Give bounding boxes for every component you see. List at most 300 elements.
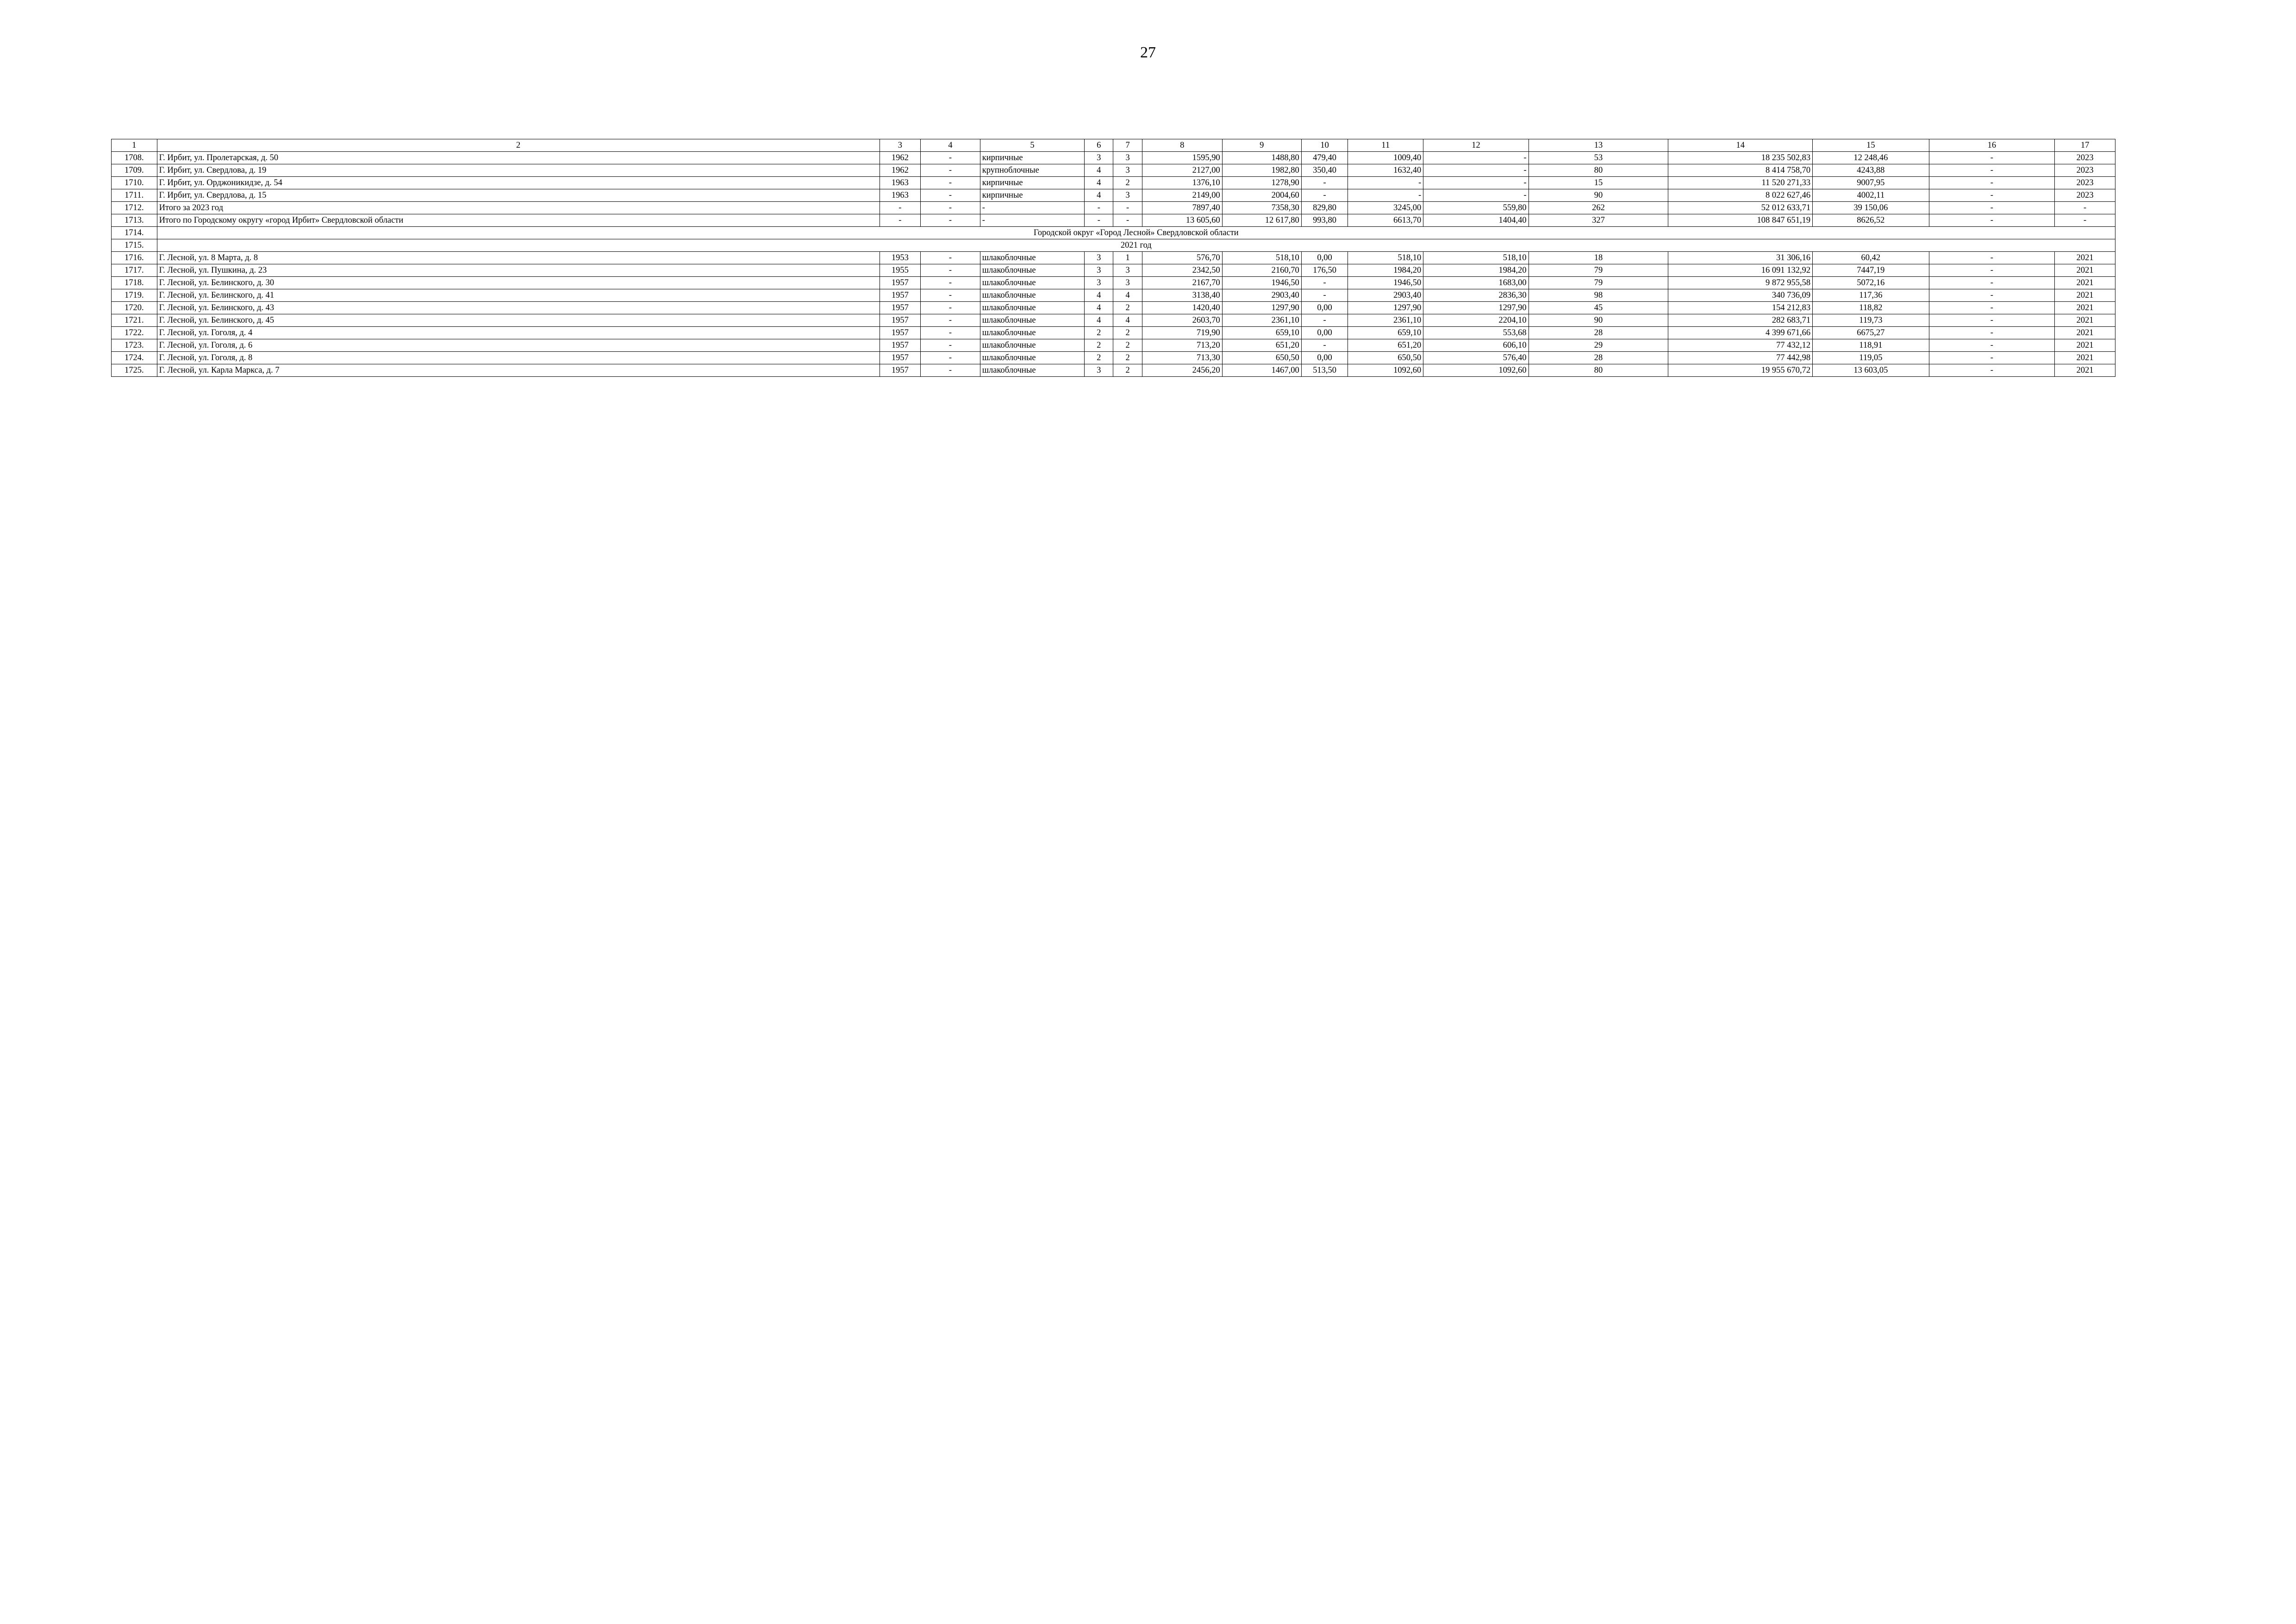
column-number: 10 [1301,139,1348,152]
table-cell: Г. Лесной, ул. Белинского, д. 30 [157,277,880,289]
table-cell: кирпичные [980,152,1084,164]
table-cell: 340 736,09 [1668,289,1813,302]
table-cell: 2021 [2055,289,2115,302]
table-cell: 1009,40 [1348,152,1423,164]
table-cell: 559,80 [1423,202,1529,214]
table-row [112,314,2115,327]
table-cell: шлакоблочные [980,302,1084,314]
table-cell: - [1301,339,1348,352]
column-number: 4 [921,139,980,152]
table-cell: - [1301,314,1348,327]
table-cell: 2021 [2055,364,2115,377]
table-cell: 1488,80 [1222,152,1301,164]
table-cell: 2 [1113,339,1142,352]
table-cell: 829,80 [1301,202,1348,214]
table-cell: 282 683,71 [1668,314,1813,327]
table-cell: 77 442,98 [1668,352,1813,364]
table-cell: 2167,70 [1142,277,1222,289]
table-cell: 713,20 [1142,339,1222,352]
table-cell: 2021 [2055,327,2115,339]
table-cell: 513,50 [1301,364,1348,377]
table-cell: 713,30 [1142,352,1222,364]
table-cell: 2 [1085,327,1113,339]
table-cell: 154 212,83 [1668,302,1813,314]
table-cell: 80 [1529,364,1668,377]
table-cell: - [1929,277,2055,289]
table-cell: 39 150,06 [1813,202,1929,214]
table-cell: 4 [1113,314,1142,327]
table-cell: 8626,52 [1813,214,1929,227]
table-cell: 3 [1113,277,1142,289]
table-cell: 327 [1529,214,1668,227]
table-cell: Г. Лесной, ул. Белинского, д. 41 [157,289,880,302]
table-cell: Г. Лесной, ул. Белинского, д. 45 [157,314,880,327]
table-cell: 1963 [880,189,921,202]
column-number: 1 [112,139,157,152]
table-cell: 650,50 [1222,352,1301,364]
table-cell: 1713. [112,214,157,227]
table-cell: - [1929,164,2055,177]
table-cell: 3 [1113,164,1142,177]
table-cell: 90 [1529,314,1668,327]
table-cell: - [921,327,980,339]
table-cell: 651,20 [1222,339,1301,352]
table-cell: 18 235 502,83 [1668,152,1813,164]
table-cell: 4 [1085,302,1113,314]
table-cell: 3 [1085,252,1113,264]
table-cell: 3245,00 [1348,202,1423,214]
table-cell: 2 [1085,352,1113,364]
table-cell: - [1929,177,2055,189]
table-cell: - [1423,177,1529,189]
table-cell: шлакоблочные [980,314,1084,327]
table-cell: 2361,10 [1222,314,1301,327]
table-cell: Г. Лесной, ул. Гоголя, д. 6 [157,339,880,352]
table-cell: 9007,95 [1813,177,1929,189]
column-number: 12 [1423,139,1529,152]
table-cell: 518,10 [1348,252,1423,264]
table-cell: 4 [1085,189,1113,202]
table-cell: 2 [1113,177,1142,189]
table-cell: 16 091 132,92 [1668,264,1813,277]
row-number: 1714. [112,227,157,239]
table-cell: - [921,252,980,264]
table-cell: - [1929,364,2055,377]
table-cell: - [1929,339,2055,352]
table-cell: 1946,50 [1222,277,1301,289]
table-cell: - [1929,202,2055,214]
table-cell: 117,36 [1813,289,1929,302]
table-cell: 12 617,80 [1222,214,1301,227]
column-number: 14 [1668,139,1813,152]
table-cell: 1957 [880,352,921,364]
table-cell: 2021 [2055,252,2115,264]
table-cell: 1092,60 [1348,364,1423,377]
table-cell: 176,50 [1301,264,1348,277]
table-cell: 3 [1085,152,1113,164]
table-cell: 79 [1529,277,1668,289]
table-cell: 1297,90 [1222,302,1301,314]
table-cell: 1710. [112,177,157,189]
table-cell: 518,10 [1222,252,1301,264]
column-number: 5 [980,139,1084,152]
table-cell: - [1113,214,1142,227]
table-cell: 118,91 [1813,339,1929,352]
table-cell: 1 [1113,252,1142,264]
table-cell: - [1929,352,2055,364]
section-row [112,227,2115,239]
column-number: 13 [1529,139,1668,152]
table-cell: 1709. [112,164,157,177]
table-cell: шлакоблочные [980,277,1084,289]
table-cell: 2903,40 [1348,289,1423,302]
table-cell: 1723. [112,339,157,352]
table-cell: - [921,152,980,164]
column-number: 7 [1113,139,1142,152]
table-cell: 1725. [112,364,157,377]
table-cell: - [921,289,980,302]
table-cell: 7897,40 [1142,202,1222,214]
table-cell: - [1929,289,2055,302]
column-number: 3 [880,139,921,152]
table-row [112,352,2115,364]
table-cell: 1297,90 [1348,302,1423,314]
table-cell: 11 520 271,33 [1668,177,1813,189]
table-cell: Г. Лесной, ул. Белинского, д. 43 [157,302,880,314]
table-cell: 1716. [112,252,157,264]
table-cell: 5072,16 [1813,277,1929,289]
table-cell: 1721. [112,314,157,327]
table-cell: 1404,40 [1423,214,1529,227]
table-cell: 2361,10 [1348,314,1423,327]
table-cell: - [1929,152,2055,164]
housing-register-table [111,139,2115,377]
column-number: 2 [157,139,880,152]
table-cell: 659,10 [1348,327,1423,339]
table-cell: - [1929,314,2055,327]
table-cell: 2 [1113,364,1142,377]
table-cell: 1711. [112,189,157,202]
table-cell: 4 [1085,164,1113,177]
table-cell: 0,00 [1301,252,1348,264]
table-cell: 15 [1529,177,1668,189]
table-cell: 1718. [112,277,157,289]
column-number: 9 [1222,139,1301,152]
table-cell: шлакоблочные [980,352,1084,364]
table-cell: шлакоблочные [980,364,1084,377]
table-cell: 553,68 [1423,327,1529,339]
table-cell: 1957 [880,327,921,339]
table-cell: 2 [1085,339,1113,352]
table-cell: - [921,264,980,277]
page-number: 27 [1140,44,1156,61]
table-cell: - [1348,189,1423,202]
table-cell: - [880,214,921,227]
table-cell: 8 414 758,70 [1668,164,1813,177]
section-row [112,239,2115,252]
table-cell: 993,80 [1301,214,1348,227]
column-number: 6 [1085,139,1113,152]
section-title: 2021 год [157,239,2115,252]
table-cell: - [880,202,921,214]
table-cell: - [921,364,980,377]
table-cell: шлакоблочные [980,339,1084,352]
table-cell: 1984,20 [1348,264,1423,277]
table-cell: 659,10 [1222,327,1301,339]
table-cell: шлакоблочные [980,327,1084,339]
table-cell: - [1301,177,1348,189]
table-cell: - [1301,189,1348,202]
table-cell: 1957 [880,364,921,377]
table-cell: - [1929,252,2055,264]
row-number: 1715. [112,239,157,252]
table-cell: 2021 [2055,277,2115,289]
table-cell: 4 [1085,289,1113,302]
table-cell: 7358,30 [1222,202,1301,214]
table-cell: 1982,80 [1222,164,1301,177]
table-cell: 2021 [2055,302,2115,314]
table-cell: 2 [1113,327,1142,339]
table-cell: 80 [1529,164,1668,177]
table-cell: 2149,00 [1142,189,1222,202]
table-cell: - [921,352,980,364]
table-cell: кирпичные [980,189,1084,202]
table-cell: 1278,90 [1222,177,1301,189]
table-cell: 3138,40 [1142,289,1222,302]
table-cell: 2903,40 [1222,289,1301,302]
table-cell: 350,40 [1301,164,1348,177]
table-cell: 0,00 [1301,302,1348,314]
table-cell: - [921,314,980,327]
table-cell: - [1423,152,1529,164]
table-cell: - [921,202,980,214]
table-row [112,152,2115,164]
table-cell: 576,70 [1142,252,1222,264]
table-cell: - [980,202,1084,214]
table-cell: - [921,302,980,314]
column-number: 15 [1813,139,1929,152]
table-cell: 2023 [2055,177,2115,189]
table-cell: 1712. [112,202,157,214]
table-cell: 3 [1085,364,1113,377]
table-cell: 0,00 [1301,327,1348,339]
table-cell: - [1929,189,2055,202]
column-number: 16 [1929,139,2055,152]
table-cell: 650,50 [1348,352,1423,364]
table-cell: 3 [1085,277,1113,289]
table-cell: - [1301,277,1348,289]
table-cell: 4243,88 [1813,164,1929,177]
table-cell: - [1929,264,2055,277]
table-cell: - [1929,327,2055,339]
table-cell: 2 [1113,352,1142,364]
table-cell: 4002,11 [1813,189,1929,202]
table-cell: 4 [1113,289,1142,302]
table-cell: 2204,10 [1423,314,1529,327]
table-cell: 2127,00 [1142,164,1222,177]
table-cell: 28 [1529,352,1668,364]
table-cell: 77 432,12 [1668,339,1813,352]
table-cell: Итого по Городскому округу «город Ирбит» Свердловской области [157,214,880,227]
table-cell: 18 [1529,252,1668,264]
table-cell: 3 [1113,152,1142,164]
table-cell: 3 [1113,264,1142,277]
table-cell: 2456,20 [1142,364,1222,377]
table-cell: 1724. [112,352,157,364]
table-cell: шлакоблочные [980,252,1084,264]
table-cell: 7447,19 [1813,264,1929,277]
table-cell: 2603,70 [1142,314,1222,327]
table-cell: - [1085,202,1113,214]
table-cell: 518,10 [1423,252,1529,264]
table-cell: 1720. [112,302,157,314]
table-cell: 1717. [112,264,157,277]
table-cell: 1957 [880,277,921,289]
table-cell: 2023 [2055,164,2115,177]
table-cell: 29 [1529,339,1668,352]
table-cell: 1092,60 [1423,364,1529,377]
table-cell: 2 [1113,302,1142,314]
table-cell: 1420,40 [1142,302,1222,314]
table-cell: 2836,30 [1423,289,1529,302]
table-cell: - [1929,302,2055,314]
table-cell: 2021 [2055,264,2115,277]
table-cell: 1955 [880,264,921,277]
table-cell: 2021 [2055,314,2115,327]
table-cell: 13 605,60 [1142,214,1222,227]
table-cell: - [1348,177,1423,189]
table-cell: 2004,60 [1222,189,1301,202]
table-row [112,214,2115,227]
table-cell: 4 399 671,66 [1668,327,1813,339]
table-cell: 45 [1529,302,1668,314]
table-cell: 53 [1529,152,1668,164]
table-row [112,264,2115,277]
table-row [112,289,2115,302]
table-cell: 1946,50 [1348,277,1423,289]
table-cell: 52 012 633,71 [1668,202,1813,214]
table-cell: крупноблочные [980,164,1084,177]
table-cell: 1957 [880,289,921,302]
table-cell: 2021 [2055,339,2115,352]
table-cell: Г. Лесной, ул. 8 Марта, д. 8 [157,252,880,264]
table-cell: 606,10 [1423,339,1529,352]
column-number-row [112,139,2115,152]
table-cell: 1376,10 [1142,177,1222,189]
table-cell: - [980,214,1084,227]
table-row [112,202,2115,214]
table-cell: 1467,00 [1222,364,1301,377]
table-cell: 19 955 670,72 [1668,364,1813,377]
table-cell: Г. Ирбит, ул. Пролетарская, д. 50 [157,152,880,164]
table-cell: - [921,277,980,289]
table-cell: 4 [1085,177,1113,189]
table-cell: - [921,177,980,189]
table-cell: - [921,214,980,227]
table-cell: 576,40 [1423,352,1529,364]
column-number: 11 [1348,139,1423,152]
table-cell: 2160,70 [1222,264,1301,277]
table-cell: 3 [1113,189,1142,202]
table-cell: Г. Ирбит, ул. Свердлова, д. 15 [157,189,880,202]
table-cell: 1962 [880,164,921,177]
table-cell: 1957 [880,302,921,314]
table-cell: 2023 [2055,189,2115,202]
table-cell: - [1301,289,1348,302]
table-cell: Г. Ирбит, ул. Орджоникидзе, д. 54 [157,177,880,189]
table-row [112,364,2115,377]
table-cell: 119,05 [1813,352,1929,364]
table-cell: 1632,40 [1348,164,1423,177]
table-cell: - [1929,214,2055,227]
table-cell: 8 022 627,46 [1668,189,1813,202]
column-number: 17 [2055,139,2115,152]
table-row [112,164,2115,177]
table-row [112,177,2115,189]
table-cell: 2021 [2055,352,2115,364]
table-cell: Г. Ирбит, ул. Свердлова, д. 19 [157,164,880,177]
table-row [112,277,2115,289]
table-cell: - [1423,164,1529,177]
table-row [112,339,2115,352]
table-cell: 1962 [880,152,921,164]
table-cell: - [1085,214,1113,227]
table-cell: 719,90 [1142,327,1222,339]
table-cell: Итого за 2023 год [157,202,880,214]
table-cell: Г. Лесной, ул. Карла Маркса, д. 7 [157,364,880,377]
table-cell: 1957 [880,314,921,327]
table-cell: 1953 [880,252,921,264]
table-cell: 1708. [112,152,157,164]
table-cell: 651,20 [1348,339,1423,352]
table-cell: шлакоблочные [980,289,1084,302]
table-cell: - [921,339,980,352]
table-cell: 118,82 [1813,302,1929,314]
table-cell: - [921,189,980,202]
table-cell: 79 [1529,264,1668,277]
table-cell: 1963 [880,177,921,189]
table-row [112,327,2115,339]
table-cell: - [1423,189,1529,202]
table-cell: 28 [1529,327,1668,339]
table-cell: Г. Лесной, ул. Пушкина, д. 23 [157,264,880,277]
table-cell: 6675,27 [1813,327,1929,339]
table-cell: 4 [1085,314,1113,327]
table-cell: 2342,50 [1142,264,1222,277]
table-cell: - [2055,214,2115,227]
table-cell: 1683,00 [1423,277,1529,289]
table-cell: 1719. [112,289,157,302]
table-cell: Г. Лесной, ул. Гоголя, д. 4 [157,327,880,339]
table-row [112,252,2115,264]
table-cell: 2023 [2055,152,2115,164]
table-cell: - [2055,202,2115,214]
table-cell: 9 872 955,58 [1668,277,1813,289]
table-cell: 1722. [112,327,157,339]
table-cell: - [1113,202,1142,214]
table-row [112,189,2115,202]
table-cell: 119,73 [1813,314,1929,327]
table-cell: 108 847 651,19 [1668,214,1813,227]
table-cell: 262 [1529,202,1668,214]
table-cell: 31 306,16 [1668,252,1813,264]
table-cell: 3 [1085,264,1113,277]
table-cell: шлакоблочные [980,264,1084,277]
section-title: Городской округ «Город Лесной» Свердловской области [157,227,2115,239]
table-cell: 6613,70 [1348,214,1423,227]
table-cell: 1595,90 [1142,152,1222,164]
table-cell: 98 [1529,289,1668,302]
